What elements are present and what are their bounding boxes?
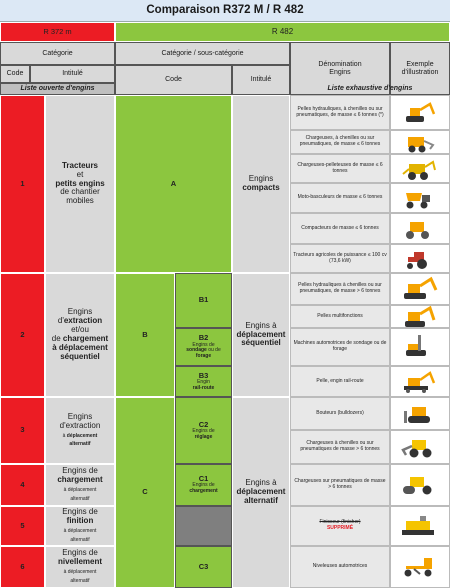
machine-label: Bouteurs (bulldozers) bbox=[316, 409, 364, 416]
subcat-c1: C1 Engins de chargement bbox=[175, 464, 232, 506]
r482-label-b: Engins à déplacement séquentiel bbox=[232, 273, 290, 397]
r372-label-5: Engins de finition à déplacement alternatif bbox=[45, 506, 115, 546]
machine-name bbox=[290, 244, 390, 273]
machine-label: Chargeuses, à chenilles ou sur pneumatiques, de masse ≤ 6 tonnes bbox=[299, 135, 381, 147]
r482-code-a: A bbox=[115, 95, 232, 273]
compactor-icon bbox=[390, 213, 450, 244]
subcat-b1: B1 bbox=[175, 273, 232, 328]
machine-label: Chargeuses-pelleteuses de masse ≤ 6 tonnes bbox=[297, 161, 383, 174]
machine-label: Pelles multifonctions bbox=[317, 312, 363, 319]
r372-code-5: 5 bbox=[0, 506, 45, 546]
liste-exhaustive-label: Liste exhaustive d'engins bbox=[327, 85, 413, 93]
dumper-icon bbox=[390, 183, 450, 213]
subcat-c2: C2 Engins de réglage bbox=[175, 397, 232, 464]
machine-label: Chargeuses à chenilles ou sur pneumatiques de masse > 6 tonnes bbox=[300, 440, 380, 452]
subcat-c3: C3 bbox=[175, 546, 232, 588]
machine-name bbox=[290, 397, 390, 430]
machine-label: Pelle, engin rail-route bbox=[316, 377, 364, 384]
categorie-header: Catégorie bbox=[0, 42, 115, 65]
r482-label-c: Engins à déplacement alternatif bbox=[232, 397, 290, 588]
r372-label-1: Tracteurs et petits engins de chantier mobiles bbox=[45, 95, 115, 273]
subcat-b2: B2 Engins de sondage ou de forage bbox=[175, 328, 232, 366]
roller-icon bbox=[390, 464, 450, 506]
machine-label: Compacteurs de masse ≤ 6 tonnes bbox=[301, 224, 379, 231]
r482-code-c: C bbox=[115, 397, 175, 588]
code-left-header: Code bbox=[0, 65, 30, 83]
machine-label: Pelles hydrauliques à chenilles ou sur pneumatiques, de masse > 6 tonnes bbox=[298, 282, 382, 294]
machine-name bbox=[290, 130, 390, 154]
removed-note: SUPPRIMÉ bbox=[326, 525, 354, 531]
machine-label: Niveleuses automotrices bbox=[312, 563, 368, 570]
intitule-right-header: Intitulé bbox=[232, 65, 290, 95]
drill-rig-icon bbox=[390, 328, 450, 366]
excavator-icon bbox=[390, 273, 450, 305]
r372-label-2: Engins d'extraction et/ou de chargement à déplacement séquentiel bbox=[45, 273, 115, 397]
r482-header: R 482 bbox=[115, 22, 450, 42]
compact-loader-icon bbox=[390, 130, 450, 154]
liste-ouverte-label: Liste ouverte d'engins bbox=[0, 83, 115, 95]
machine-label: Moto-basculeurs de masse ≤ 6 tonnes bbox=[297, 194, 383, 201]
page-title: Comparaison R372 M / R 482 bbox=[0, 0, 450, 22]
machine-name bbox=[290, 366, 390, 397]
machine-name bbox=[290, 464, 390, 506]
bulldozer-icon bbox=[390, 397, 450, 430]
r372-header: R 372 m bbox=[0, 22, 115, 42]
machine-label: Chargeuses sur pneumatiques de masse > 6 tonnes bbox=[294, 478, 386, 490]
r482-code-b: B bbox=[115, 273, 175, 397]
mini-excavator-icon bbox=[390, 95, 450, 130]
r482-label-a: Engins compacts bbox=[232, 95, 290, 273]
machine-name bbox=[290, 506, 390, 546]
r372-code-2: 2 bbox=[0, 273, 45, 397]
machine-name bbox=[290, 95, 390, 130]
machine-label: Tracteurs agricoles de puissance ≤ 100 cv (73,6 kW) bbox=[293, 251, 387, 264]
machine-label: Machines automotrices de sondage ou de forage bbox=[293, 340, 387, 352]
r372-label-3: Engins d'extraction à déplacement alternatif bbox=[45, 397, 115, 464]
wheel-loader-icon bbox=[390, 430, 450, 464]
r372-code-3: 3 bbox=[0, 397, 45, 464]
multi-excavator-icon bbox=[390, 305, 450, 328]
machine-name bbox=[290, 305, 390, 328]
machine-name bbox=[290, 430, 390, 464]
machine-name bbox=[290, 154, 390, 183]
subcat-removed bbox=[175, 506, 232, 546]
subcat-b3: B3 Engin rail-route bbox=[175, 366, 232, 397]
machine-label: Finisseur (finisher) bbox=[319, 519, 361, 526]
rail-excavator-icon bbox=[390, 366, 450, 397]
r372-label-4: Engins de chargement à déplacement alternatif bbox=[45, 464, 115, 506]
grader-icon bbox=[390, 546, 450, 588]
r372-code-4: 4 bbox=[0, 464, 45, 506]
exemple-header: Exemple d'illustration bbox=[390, 42, 450, 95]
r372-code-1: 1 bbox=[0, 95, 45, 273]
paver-icon bbox=[390, 506, 450, 546]
machine-name bbox=[290, 213, 390, 244]
machine-label: Pelles hydrauliques, à chenilles ou sur pneumatiques, de masse ≤ 6 tonnes (*) bbox=[296, 105, 384, 118]
machine-name bbox=[290, 328, 390, 366]
backhoe-loader-icon bbox=[390, 154, 450, 183]
code-right-header: Code bbox=[115, 65, 232, 95]
tractor-icon bbox=[390, 244, 450, 273]
machine-name bbox=[290, 273, 390, 305]
r372-code-6: 6 bbox=[0, 546, 45, 588]
r372-label-6: Engins de nivellement à déplacement alternatif bbox=[45, 546, 115, 588]
denomination-header: Dénomination Engins bbox=[290, 42, 390, 95]
intitule-left-header: Intitulé bbox=[30, 65, 115, 83]
categorie-sous-header: Catégorie / sous-catégorie bbox=[115, 42, 290, 65]
machine-name bbox=[290, 546, 390, 588]
machine-name bbox=[290, 183, 390, 213]
